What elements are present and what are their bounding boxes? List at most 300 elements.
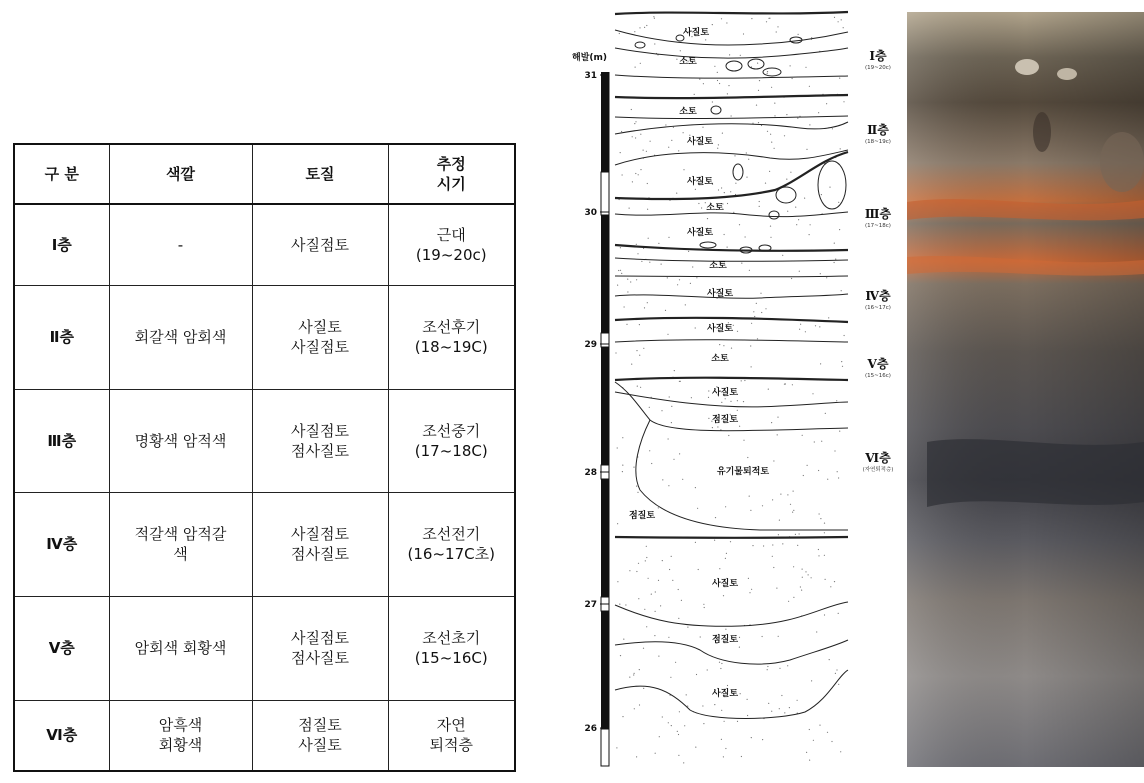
speckle-dot [668, 722, 669, 723]
speckle-dot [671, 422, 672, 423]
speckle-dot [800, 324, 801, 325]
speckle-dot [646, 546, 647, 547]
period-cell: 근대 (19~20c) [388, 204, 515, 285]
speckle-dot [653, 16, 654, 17]
speckle-dot [678, 755, 679, 756]
speckle-dot [829, 187, 830, 188]
speckle-dot [705, 39, 706, 40]
layer-name-label: Ⅱ층 [867, 123, 889, 137]
layer-name-label: Ⅲ층 [864, 207, 892, 221]
speckle-dot [767, 71, 768, 72]
table-row [14, 389, 515, 492]
speckle-dot [665, 124, 666, 125]
speckle-dot [843, 101, 844, 102]
speckle-dot [746, 177, 747, 178]
color-cell: 암회색 회황색 [109, 596, 252, 700]
speckle-dot [770, 237, 771, 238]
speckle-dot [748, 159, 749, 160]
speckle-dot [639, 27, 640, 28]
layer-period-label: (18~19c) [865, 139, 891, 145]
speckle-dot [809, 729, 810, 730]
speckle-dot [767, 666, 768, 667]
speckle-dot [780, 494, 781, 495]
speckle-dot [824, 614, 825, 615]
speckle-dot [772, 544, 773, 545]
speckle-dot [620, 247, 621, 248]
speckle-dot [660, 605, 661, 606]
speckle-dot [644, 27, 645, 28]
speckle-dot [654, 635, 655, 636]
speckle-dot [778, 534, 779, 535]
speckle-dot [726, 553, 727, 554]
speckle-dot [821, 441, 822, 442]
speckle-dot [621, 131, 622, 132]
speckle-dot [771, 422, 772, 423]
speckle-dot [714, 704, 715, 705]
speckle-dot [777, 434, 778, 435]
speckle-dot [777, 417, 778, 418]
speckle-dot [806, 752, 807, 753]
soil-label: 소토 [709, 261, 727, 271]
speckle-dot [721, 402, 722, 403]
speckle-dot [707, 218, 708, 219]
layer-labels [863, 48, 894, 473]
speckle-dot [696, 277, 697, 278]
speckle-dot [841, 361, 842, 362]
speckle-dot [818, 549, 819, 550]
table-row [14, 700, 515, 771]
speckle-dot [676, 193, 677, 194]
speckle-dot [617, 523, 618, 524]
speckle-dot [695, 747, 696, 748]
speckle-dot [791, 278, 792, 279]
speckle-dot [731, 115, 732, 116]
speckle-dot [768, 703, 769, 704]
soil-cell: 사질토 사질점토 [252, 285, 388, 389]
elevation-tick-label: 30 [584, 208, 597, 218]
scale-bar-white [601, 333, 609, 347]
speckle-dot [662, 560, 663, 561]
speckle-dot [622, 437, 623, 438]
stone-in-photo [1015, 59, 1039, 75]
speckle-dot [687, 706, 688, 707]
speckle-dot [682, 479, 683, 480]
speckle-dot [640, 63, 641, 64]
layer-period-label: (16~17c) [865, 305, 891, 311]
speckle-dot [776, 588, 777, 589]
speckle-dot [818, 112, 819, 113]
speckle-dot [827, 479, 828, 480]
speckle-dot [726, 22, 727, 23]
speckle-dot [721, 710, 722, 711]
speckle-dot [793, 510, 794, 511]
speckle-dot [747, 457, 748, 458]
speckle-dot [636, 756, 637, 757]
speckle-dot [708, 390, 709, 391]
table-header-row [14, 144, 515, 204]
speckle-dot [821, 194, 822, 195]
speckle-dot [646, 25, 647, 26]
speckle-dot [617, 285, 618, 286]
layer-cell: Ⅲ층 [14, 389, 109, 492]
speckle-dot [683, 132, 684, 133]
speckle-dot [665, 310, 666, 311]
speckle-dot [749, 270, 750, 271]
speckle-dot [633, 467, 634, 468]
speckle-dot [679, 279, 680, 280]
color-cell: 암흑색 회황색 [109, 700, 252, 771]
speckle-dot [717, 148, 718, 149]
speckle-dot [838, 477, 839, 478]
speckle-dot [630, 281, 631, 282]
speckle-dot [782, 255, 783, 256]
speckle-dot [748, 578, 749, 579]
speckle-dot [721, 18, 722, 19]
speckle-dot [728, 435, 729, 436]
speckle-dot [819, 725, 820, 726]
speckle-dot [761, 312, 762, 313]
speckle-dot [646, 626, 647, 627]
speckle-dot [719, 568, 720, 569]
rock-in-photo [1100, 132, 1144, 192]
speckle-dot [721, 739, 722, 740]
speckle-dot [790, 65, 791, 66]
speckle-dot [649, 407, 650, 408]
soil-cell: 사질점토 점사질토 [252, 492, 388, 596]
speckle-dot [636, 279, 637, 280]
soil-label: 점질토 [711, 415, 739, 425]
soil-label: 사질토 [686, 177, 714, 187]
speckle-dot [838, 684, 839, 685]
speckle-dot [747, 699, 748, 700]
speckle-dot [793, 597, 794, 598]
speckle-dot [771, 142, 772, 143]
speckle-dot [819, 513, 820, 514]
speckle-dot [696, 674, 697, 675]
speckle-dot [778, 636, 779, 637]
elevation-tick-label: 29 [584, 340, 597, 350]
speckle-dot [729, 54, 730, 55]
speckle-dot [684, 725, 685, 726]
speckle-dot [703, 83, 704, 84]
speckle-dot [667, 277, 668, 278]
speckle-dot [741, 756, 742, 757]
speckle-dot [680, 50, 681, 51]
layer-cell: Ⅱ층 [14, 285, 109, 389]
speckle-dot [700, 636, 701, 637]
speckle-dot [790, 504, 791, 505]
period-cell: 조선중기 (17~18C) [388, 389, 515, 492]
speckle-dot [757, 338, 758, 339]
speckle-dot [839, 78, 840, 79]
speckle-dot [702, 127, 703, 128]
speckle-dot [824, 532, 825, 533]
speckle-dot [768, 18, 769, 19]
speckle-dot [728, 85, 729, 86]
speckle-dot [727, 93, 728, 94]
speckle-dot [809, 760, 810, 761]
color-cell: 적갈색 암적갈 색 [109, 492, 252, 596]
speckle-dot [668, 485, 669, 486]
speckle-dot [683, 169, 684, 170]
speckle-dot [779, 668, 780, 669]
speckle-dot [655, 611, 656, 612]
speckle-dot [838, 21, 839, 22]
speckle-dot [671, 406, 672, 407]
period-cell: 조선후기 (18~19C) [388, 285, 515, 389]
speckle-dot [777, 26, 778, 27]
speckle-dot [819, 326, 820, 327]
speckle-dot [841, 19, 842, 20]
speckle-dot [685, 304, 686, 305]
speckle-dot [647, 302, 648, 303]
speckle-dot [661, 410, 662, 411]
speckle-dot [719, 344, 720, 345]
speckle-dot [651, 594, 652, 595]
soil-cell: 점질토 사질토 [252, 700, 388, 771]
speckle-dot [761, 125, 762, 126]
layer-cell: Ⅳ층 [14, 492, 109, 596]
speckle-dot [678, 734, 679, 735]
speckle-dot [712, 101, 713, 102]
speckle-dot [763, 545, 764, 546]
speckle-dot [814, 441, 815, 442]
soil-label: 소토 [711, 354, 729, 364]
speckle-dot [698, 203, 699, 204]
speckle-dot [757, 63, 758, 64]
speckle-dot [795, 207, 796, 208]
soil-label: 점질토 [628, 511, 656, 521]
speckle-dot [668, 438, 669, 439]
speckle-dot [798, 34, 799, 35]
header-soil: 토질 [252, 144, 388, 204]
speckle-dot [643, 348, 644, 349]
speckle-dot [636, 244, 637, 245]
speckle-dot [694, 94, 695, 95]
table-row [14, 285, 515, 389]
speckle-dot [645, 560, 646, 561]
speckle-dot [627, 291, 628, 292]
elevation-tick-label: 27 [584, 600, 597, 610]
speckle-dot [725, 629, 726, 630]
soil-cell: 사질점토 [252, 204, 388, 285]
speckle-dot [678, 618, 679, 619]
speckle-dot [807, 465, 808, 466]
color-cell: 회갈색 암회색 [109, 285, 252, 389]
speckle-dot [678, 589, 679, 590]
speckle-dot [622, 471, 623, 472]
scale-bar-white [601, 172, 609, 215]
speckle-dot [792, 384, 793, 385]
speckle-dot [629, 570, 630, 571]
speckle-dot [635, 121, 636, 122]
speckle-dot [770, 134, 771, 135]
speckle-dot [741, 380, 742, 381]
scale-bar-black [601, 611, 609, 729]
speckle-dot [824, 555, 825, 556]
speckle-dot [774, 148, 775, 149]
speckle-dot [654, 43, 655, 44]
speckle-dot [635, 67, 636, 68]
speckle-dot [835, 259, 836, 260]
color-cell: - [109, 204, 252, 285]
speckle-dot [824, 523, 825, 524]
speckle-dot [799, 533, 800, 534]
speckle-dot [759, 80, 760, 81]
speckle-dot [698, 569, 699, 570]
layer-cell: Ⅴ층 [14, 596, 109, 700]
speckle-dot [753, 311, 754, 312]
speckle-dot [751, 18, 752, 19]
speckle-dot [668, 637, 669, 638]
speckle-dot [737, 400, 738, 401]
speckle-dot [646, 151, 647, 152]
speckle-dot [640, 387, 641, 388]
speckle-dot [782, 543, 783, 544]
speckle-dot [644, 307, 645, 308]
speckle-dot [662, 716, 663, 717]
speckle-dot [765, 308, 766, 309]
speckle-dot [723, 345, 724, 346]
speckle-dot [743, 440, 744, 441]
speckle-dot [659, 736, 660, 737]
speckle-dot [689, 135, 690, 136]
speckle-dot [671, 140, 672, 141]
speckle-dot [695, 542, 696, 543]
speckle-dot [640, 134, 641, 135]
speckle-dot [714, 66, 715, 67]
speckle-dot [640, 169, 641, 170]
layer-period-label: (자연퇴적층) [862, 467, 894, 473]
speckle-dot [673, 459, 674, 460]
speckle-dot [655, 591, 656, 592]
speckle-dot [804, 198, 805, 199]
speckle-dot [790, 172, 791, 173]
speckle-dot [820, 518, 821, 519]
speckle-dot [751, 589, 752, 590]
speckle-dot [622, 716, 623, 717]
stratigraphic-section-drawing [560, 0, 905, 783]
speckle-dot [747, 715, 748, 716]
speckle-dot [622, 465, 623, 466]
speckle-dot [770, 226, 771, 227]
layer-name-label: Ⅴ층 [867, 357, 889, 371]
speckle-dot [836, 400, 837, 401]
speckle-dot [677, 731, 678, 732]
speckle-dot [815, 325, 816, 326]
speckle-dot [737, 331, 738, 332]
speckle-dot [806, 149, 807, 150]
speckle-dot [647, 209, 648, 210]
speckle-dot [839, 229, 840, 230]
speckle-dot [797, 118, 798, 119]
soil-label: 사질토 [686, 228, 714, 238]
speckle-dot [796, 224, 797, 225]
speckle-dot [623, 639, 624, 640]
soil-label: 유기물퇴적토 [716, 467, 770, 477]
speckle-dot [818, 555, 819, 556]
speckle-dot [707, 669, 708, 670]
speckle-dot [681, 600, 682, 601]
speckle-dot [701, 207, 702, 208]
period-cell: 자연 퇴적층 [388, 700, 515, 771]
speckle-dot [672, 580, 673, 581]
speckle-dot [639, 355, 640, 356]
speckle-dot [662, 479, 663, 480]
speckle-dot [699, 79, 700, 80]
speckle-dot [634, 673, 635, 674]
speckle-dot [615, 352, 616, 353]
speckle-dot [668, 237, 669, 238]
speckle-dot [622, 174, 623, 175]
speckle-dot [647, 183, 648, 184]
speckle-dot [670, 677, 671, 678]
speckle-dot [797, 545, 798, 546]
speckle-dot [825, 579, 826, 580]
speckle-dot [688, 251, 689, 252]
elevation-title: 해발(m) [572, 53, 607, 63]
speckle-dot [776, 31, 777, 32]
speckle-dot [669, 569, 670, 570]
speckle-dot [658, 507, 659, 508]
speckle-dot [841, 290, 842, 291]
speckle-dot [826, 103, 827, 104]
speckle-dot [686, 694, 687, 695]
speckle-dot [724, 234, 725, 235]
header-color: 색깔 [109, 144, 252, 204]
speckle-dot [737, 721, 738, 722]
speckle-dot [718, 189, 719, 190]
speckle-dot [731, 348, 732, 349]
speckle-dot [820, 363, 821, 364]
speckle-dot [759, 201, 760, 202]
speckle-dot [655, 753, 656, 754]
speckle-dot [766, 21, 767, 22]
speckle-dot [811, 37, 812, 38]
speckle-dot [826, 277, 827, 278]
speckle-dot [639, 704, 640, 705]
speckle-dot [767, 131, 768, 132]
layer-name-label: Ⅰ층 [869, 49, 887, 63]
speckle-dot [784, 712, 785, 713]
speckle-dot [786, 179, 787, 180]
speckle-dot [793, 491, 794, 492]
speckle-dot [704, 607, 705, 608]
speckle-dot [708, 397, 709, 398]
speckle-dot [677, 284, 678, 285]
table-row [14, 492, 515, 596]
speckle-dot [762, 636, 763, 637]
speckle-dot [717, 80, 718, 81]
speckle-dot [834, 17, 835, 18]
speckle-dot [690, 283, 691, 284]
speckle-dot [643, 688, 644, 689]
speckle-dot [754, 316, 755, 317]
soil-label: 점질토 [711, 635, 739, 645]
speckle-dot [842, 366, 843, 367]
speckle-dot [675, 662, 676, 663]
layer-cell: Ⅵ층 [14, 700, 109, 771]
speckle-dot [667, 334, 668, 335]
speckle-dot [669, 396, 670, 397]
speckle-dot [637, 253, 638, 254]
speckle-dot [787, 211, 788, 212]
speckle-dot [836, 669, 837, 670]
speckle-dot [671, 556, 672, 557]
speckle-dot [697, 508, 698, 509]
speckle-dot [631, 109, 632, 110]
speckle-dot [750, 510, 751, 511]
